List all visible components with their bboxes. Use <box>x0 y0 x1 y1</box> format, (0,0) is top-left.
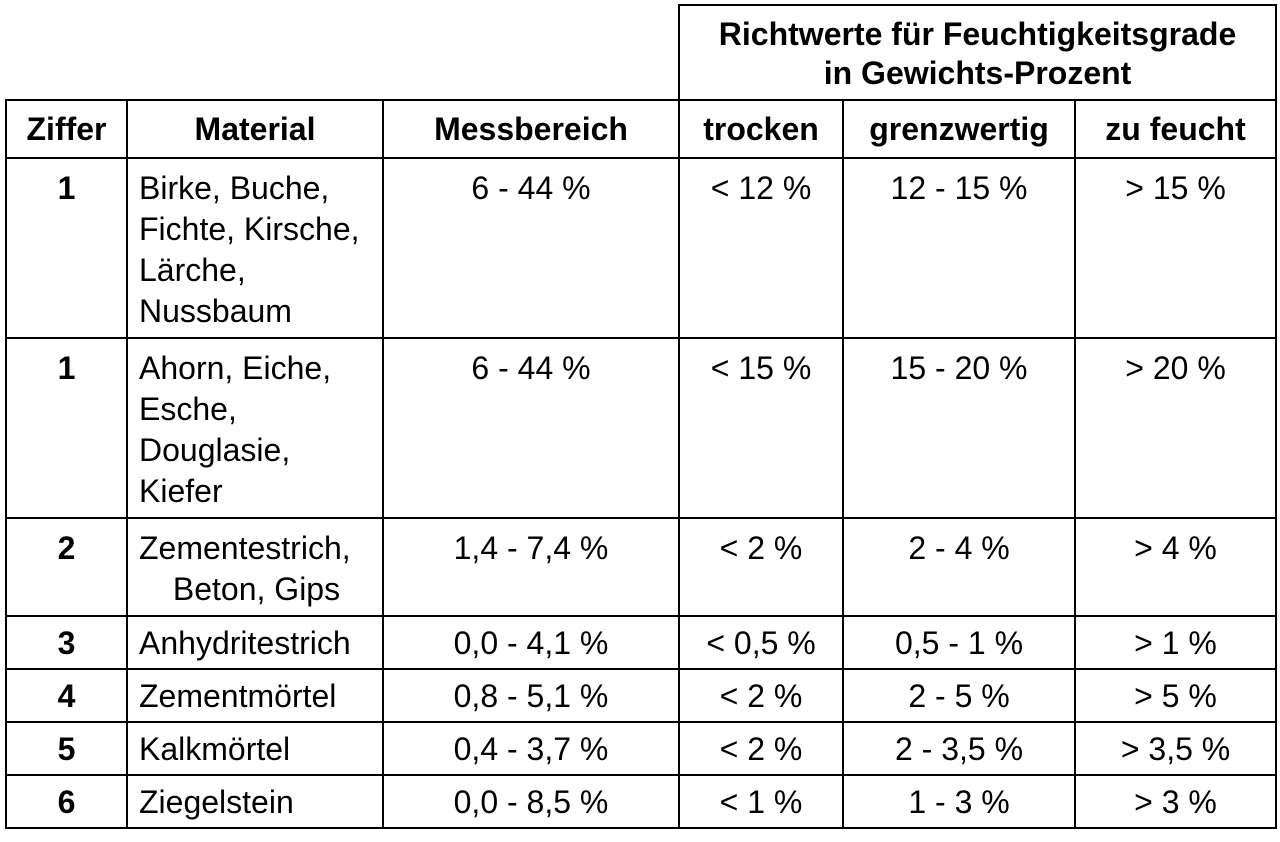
moisture-reference-table <box>5 4 1277 829</box>
material-line: Ziegelstein <box>139 784 294 820</box>
material-line: Fichte, Kirsche, <box>139 211 360 247</box>
column-header-material: Material <box>127 100 383 158</box>
material-cell <box>127 616 383 669</box>
grenzwertig-cell: 2 - 4 % <box>843 518 1075 616</box>
grenzwertig-cell: 15 - 20 % <box>843 338 1075 518</box>
column-header-messbereich: Messbereich <box>383 100 679 158</box>
zu-feucht-cell: > 3 % <box>1075 775 1276 828</box>
material-line: Beton, Gips <box>172 571 341 607</box>
table-row <box>6 616 1276 669</box>
trocken-cell: < 2 % <box>679 518 843 616</box>
material-line: Kiefer <box>139 473 223 509</box>
trocken-cell: < 15 % <box>679 338 843 518</box>
table-row <box>6 338 1276 518</box>
zu-feucht-cell: > 15 % <box>1075 158 1276 338</box>
material-line: Douglasie, <box>139 432 291 468</box>
material-cell <box>127 158 383 338</box>
material-cell <box>127 518 383 616</box>
trocken-cell: < 0,5 % <box>679 616 843 669</box>
messbereich-cell: 0,0 - 4,1 % <box>383 616 679 669</box>
material-line: Esche, <box>139 391 237 427</box>
ziffer-cell: 2 <box>6 518 127 616</box>
material-line: Birke, Buche, <box>139 170 330 206</box>
column-header-trocken: trocken <box>679 100 843 158</box>
group-header <box>679 5 1276 100</box>
table-row <box>6 722 1276 775</box>
messbereich-cell: 0,4 - 3,7 % <box>383 722 679 775</box>
trocken-cell: < 2 % <box>679 669 843 722</box>
zu-feucht-cell: > 1 % <box>1075 616 1276 669</box>
material-line: Nussbaum <box>139 293 292 329</box>
column-header-zu-feucht: zu feucht <box>1075 100 1276 158</box>
material-cell <box>127 775 383 828</box>
material-cell <box>127 722 383 775</box>
header-spacer <box>6 5 679 100</box>
material-line: Lärche, <box>139 252 246 288</box>
material-line: Anhydritestrich <box>139 625 351 661</box>
column-header-ziffer: Ziffer <box>6 100 127 158</box>
column-header-grenzwertig: grenzwertig <box>843 100 1075 158</box>
material-cell <box>127 669 383 722</box>
table-row <box>6 158 1276 338</box>
material-line: Zementmörtel <box>139 678 337 714</box>
zu-feucht-cell: > 3,5 % <box>1075 722 1276 775</box>
table-row <box>6 669 1276 722</box>
group-header-line2: in Gewichts-Prozent <box>823 55 1132 91</box>
grenzwertig-cell: 2 - 3,5 % <box>843 722 1075 775</box>
grenzwertig-cell: 12 - 15 % <box>843 158 1075 338</box>
zu-feucht-cell: > 5 % <box>1075 669 1276 722</box>
grenzwertig-cell: 2 - 5 % <box>843 669 1075 722</box>
zu-feucht-cell: > 4 % <box>1075 518 1276 616</box>
ziffer-cell: 3 <box>6 616 127 669</box>
ziffer-cell: 6 <box>6 775 127 828</box>
trocken-cell: < 2 % <box>679 722 843 775</box>
messbereich-cell: 1,4 - 7,4 % <box>383 518 679 616</box>
material-line: Ahorn, Eiche, <box>139 350 332 386</box>
messbereich-cell: 6 - 44 % <box>383 158 679 338</box>
messbereich-cell: 6 - 44 % <box>383 338 679 518</box>
ziffer-cell: 5 <box>6 722 127 775</box>
trocken-cell: < 1 % <box>679 775 843 828</box>
grenzwertig-cell: 0,5 - 1 % <box>843 616 1075 669</box>
trocken-cell: < 12 % <box>679 158 843 338</box>
material-line: Zementestrich, <box>139 530 351 566</box>
table-row <box>6 518 1276 616</box>
table-row <box>6 775 1276 828</box>
messbereich-cell: 0,0 - 8,5 % <box>383 775 679 828</box>
material-line: Kalkmörtel <box>139 731 291 767</box>
ziffer-cell: 4 <box>6 669 127 722</box>
messbereich-cell: 0,8 - 5,1 % <box>383 669 679 722</box>
ziffer-cell: 1 <box>6 338 127 518</box>
ziffer-cell: 1 <box>6 158 127 338</box>
group-header-line1: Richtwerte für Feuchtigkeitsgrade <box>718 16 1237 52</box>
zu-feucht-cell: > 20 % <box>1075 338 1276 518</box>
material-cell <box>127 338 383 518</box>
grenzwertig-cell: 1 - 3 % <box>843 775 1075 828</box>
